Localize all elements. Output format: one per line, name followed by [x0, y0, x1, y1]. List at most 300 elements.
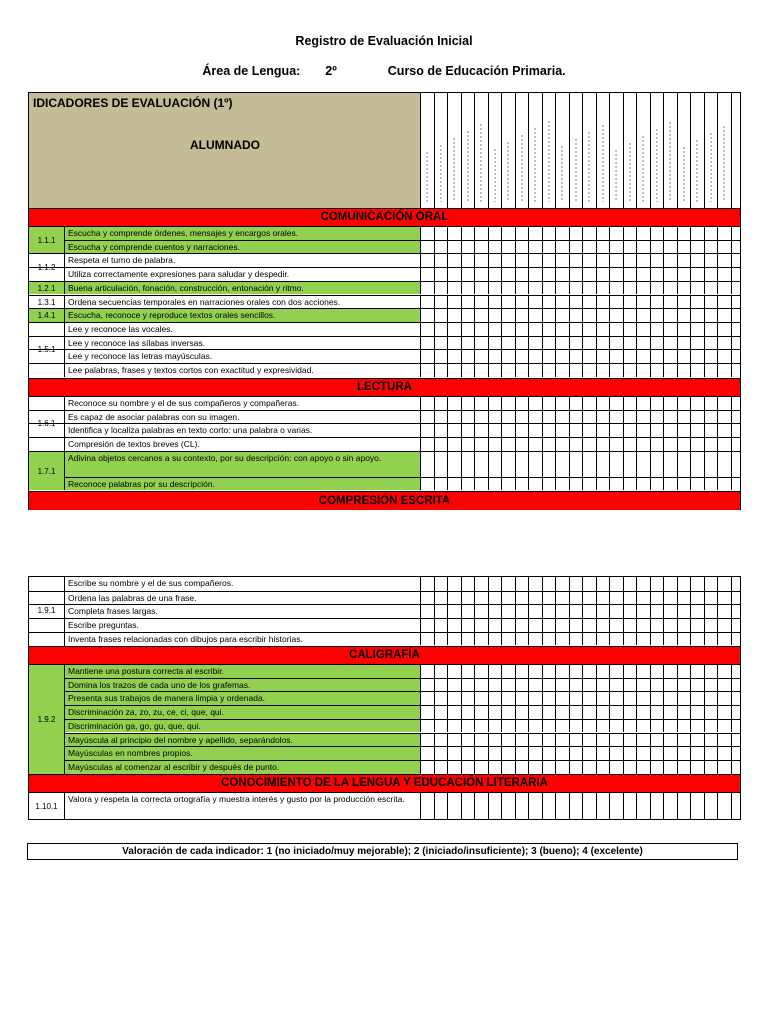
grade-cell[interactable]: [516, 337, 530, 350]
grade-cell[interactable]: [435, 424, 449, 437]
grade-cell[interactable]: [556, 337, 570, 350]
grade-cell[interactable]: [556, 254, 570, 267]
grade-cell[interactable]: [718, 364, 732, 377]
grade-cell[interactable]: [448, 734, 462, 747]
grade-cell[interactable]: [421, 720, 435, 733]
grade-cell[interactable]: [691, 323, 705, 336]
grade-cell[interactable]: [556, 665, 570, 678]
grade-cell[interactable]: [435, 706, 449, 719]
grade-cell[interactable]: [475, 337, 489, 350]
grade-cell[interactable]: [462, 478, 476, 491]
grade-cell[interactable]: [516, 364, 530, 377]
grade-cell[interactable]: [475, 747, 489, 760]
grade-cell[interactable]: [489, 761, 503, 774]
grade-cell[interactable]: [556, 227, 570, 240]
grade-cell[interactable]: [435, 268, 449, 281]
grade-cell[interactable]: [448, 296, 462, 309]
grade-cell[interactable]: [475, 577, 489, 591]
grade-cell[interactable]: [651, 605, 665, 618]
grade-cell[interactable]: [597, 323, 611, 336]
student-name-column[interactable]: [597, 93, 611, 208]
grade-cell[interactable]: [597, 452, 611, 477]
grade-cell[interactable]: [718, 323, 732, 336]
grade-cell[interactable]: [678, 577, 692, 591]
grade-cell[interactable]: [651, 692, 665, 705]
grade-cell[interactable]: [462, 452, 476, 477]
grade-cell[interactable]: [543, 282, 557, 295]
grade-cell[interactable]: [489, 438, 503, 451]
grade-cell[interactable]: [637, 323, 651, 336]
grade-cell[interactable]: [516, 679, 530, 692]
grade-cell[interactable]: [462, 747, 476, 760]
grade-cell[interactable]: [705, 424, 719, 437]
grade-cell[interactable]: [624, 747, 638, 760]
grade-cell[interactable]: [543, 452, 557, 477]
grade-cell[interactable]: [597, 227, 611, 240]
grade-cell[interactable]: [583, 478, 597, 491]
grade-cell[interactable]: [705, 350, 719, 363]
grade-cell[interactable]: [462, 254, 476, 267]
grade-cell[interactable]: [462, 296, 476, 309]
grade-cell[interactable]: [678, 241, 692, 254]
grade-cell[interactable]: [637, 605, 651, 618]
grade-cell[interactable]: [610, 734, 624, 747]
grade-cell[interactable]: [705, 227, 719, 240]
grade-cell[interactable]: [664, 747, 678, 760]
grade-cell[interactable]: [610, 577, 624, 591]
grade-cell[interactable]: [421, 227, 435, 240]
grade-cell[interactable]: [502, 411, 516, 424]
grade-cell[interactable]: [543, 793, 557, 819]
grade-cell[interactable]: [583, 254, 597, 267]
grade-cell[interactable]: [610, 337, 624, 350]
student-name-column[interactable]: [691, 93, 705, 208]
grade-cell[interactable]: [448, 241, 462, 254]
grade-cell[interactable]: [502, 734, 516, 747]
grade-cell[interactable]: [651, 793, 665, 819]
grade-cell[interactable]: [543, 605, 557, 618]
grade-cell[interactable]: [516, 241, 530, 254]
grade-cell[interactable]: [651, 679, 665, 692]
grade-cell[interactable]: [678, 424, 692, 437]
grade-cell[interactable]: [448, 692, 462, 705]
grade-cell[interactable]: [651, 577, 665, 591]
grade-cell[interactable]: [543, 254, 557, 267]
grade-cell[interactable]: [651, 720, 665, 733]
grade-cell[interactable]: [435, 337, 449, 350]
grade-cell[interactable]: [462, 424, 476, 437]
grade-cell[interactable]: [435, 397, 449, 410]
grade-cell[interactable]: [516, 720, 530, 733]
grade-cell[interactable]: [543, 679, 557, 692]
grade-cell[interactable]: [448, 761, 462, 774]
grade-cell[interactable]: [624, 227, 638, 240]
grade-cell[interactable]: [597, 665, 611, 678]
grade-cell[interactable]: [664, 452, 678, 477]
grade-cell[interactable]: [502, 761, 516, 774]
grade-cell[interactable]: [502, 241, 516, 254]
grade-cell[interactable]: [489, 706, 503, 719]
grade-cell[interactable]: [597, 761, 611, 774]
grade-cell[interactable]: [502, 282, 516, 295]
grade-cell[interactable]: [583, 337, 597, 350]
grade-cell[interactable]: [637, 268, 651, 281]
grade-cell[interactable]: [448, 350, 462, 363]
grade-cell[interactable]: [637, 720, 651, 733]
grade-cell[interactable]: [597, 747, 611, 760]
grade-cell[interactable]: [718, 350, 732, 363]
grade-cell[interactable]: [421, 364, 435, 377]
grade-cell[interactable]: [448, 411, 462, 424]
grade-cell[interactable]: [448, 679, 462, 692]
grade-cell[interactable]: [556, 478, 570, 491]
grade-cell[interactable]: [462, 619, 476, 632]
grade-cell[interactable]: [583, 692, 597, 705]
grade-cell[interactable]: [489, 619, 503, 632]
grade-cell[interactable]: [637, 411, 651, 424]
grade-cell[interactable]: [610, 227, 624, 240]
grade-cell[interactable]: [448, 478, 462, 491]
grade-cell[interactable]: [570, 350, 584, 363]
grade-cell[interactable]: [610, 592, 624, 605]
grade-cell[interactable]: [570, 282, 584, 295]
grade-cell[interactable]: [691, 619, 705, 632]
grade-cell[interactable]: [597, 364, 611, 377]
grade-cell[interactable]: [421, 424, 435, 437]
grade-cell[interactable]: [516, 309, 530, 322]
grade-cell[interactable]: [475, 665, 489, 678]
grade-cell[interactable]: [583, 665, 597, 678]
grade-cell[interactable]: [516, 478, 530, 491]
grade-cell[interactable]: [421, 679, 435, 692]
grade-cell[interactable]: [610, 605, 624, 618]
student-name-column[interactable]: [529, 93, 543, 208]
grade-cell[interactable]: [421, 241, 435, 254]
grade-cell[interactable]: [597, 397, 611, 410]
grade-cell[interactable]: [610, 282, 624, 295]
grade-cell[interactable]: [448, 592, 462, 605]
grade-cell[interactable]: [651, 633, 665, 646]
grade-cell[interactable]: [570, 633, 584, 646]
grade-cell[interactable]: [637, 424, 651, 437]
grade-cell[interactable]: [448, 605, 462, 618]
grade-cell[interactable]: [448, 793, 462, 819]
grade-cell[interactable]: [462, 665, 476, 678]
grade-cell[interactable]: [651, 665, 665, 678]
grade-cell[interactable]: [718, 282, 732, 295]
student-name-column[interactable]: [637, 93, 651, 208]
grade-cell[interactable]: [462, 438, 476, 451]
grade-cell[interactable]: [705, 747, 719, 760]
grade-cell[interactable]: [516, 424, 530, 437]
student-name-column[interactable]: [556, 93, 570, 208]
grade-cell[interactable]: [556, 323, 570, 336]
grade-cell[interactable]: [570, 679, 584, 692]
grade-cell[interactable]: [705, 619, 719, 632]
grade-cell[interactable]: [516, 633, 530, 646]
grade-cell[interactable]: [435, 478, 449, 491]
grade-cell[interactable]: [529, 282, 543, 295]
grade-cell[interactable]: [637, 452, 651, 477]
grade-cell[interactable]: [448, 452, 462, 477]
grade-cell[interactable]: [705, 309, 719, 322]
grade-cell[interactable]: [664, 720, 678, 733]
grade-cell[interactable]: [556, 734, 570, 747]
grade-cell[interactable]: [475, 692, 489, 705]
grade-cell[interactable]: [435, 350, 449, 363]
grade-cell[interactable]: [489, 411, 503, 424]
grade-cell[interactable]: [502, 665, 516, 678]
grade-cell[interactable]: [664, 633, 678, 646]
grade-cell[interactable]: [678, 364, 692, 377]
grade-cell[interactable]: [664, 438, 678, 451]
grade-cell[interactable]: [516, 296, 530, 309]
grade-cell[interactable]: [462, 411, 476, 424]
grade-cell[interactable]: [543, 268, 557, 281]
grade-cell[interactable]: [502, 337, 516, 350]
grade-cell[interactable]: [624, 323, 638, 336]
grade-cell[interactable]: [502, 254, 516, 267]
grade-cell[interactable]: [489, 633, 503, 646]
grade-cell[interactable]: [421, 282, 435, 295]
grade-cell[interactable]: [502, 364, 516, 377]
grade-cell[interactable]: [678, 478, 692, 491]
grade-cell[interactable]: [516, 665, 530, 678]
grade-cell[interactable]: [705, 268, 719, 281]
grade-cell[interactable]: [489, 350, 503, 363]
grade-cell[interactable]: [705, 577, 719, 591]
grade-cell[interactable]: [637, 679, 651, 692]
grade-cell[interactable]: [489, 734, 503, 747]
grade-cell[interactable]: [705, 633, 719, 646]
grade-cell[interactable]: [448, 268, 462, 281]
grade-cell[interactable]: [489, 577, 503, 591]
grade-cell[interactable]: [624, 397, 638, 410]
grade-cell[interactable]: [583, 793, 597, 819]
grade-cell[interactable]: [610, 323, 624, 336]
grade-cell[interactable]: [664, 411, 678, 424]
grade-cell[interactable]: [705, 478, 719, 491]
grade-cell[interactable]: [435, 633, 449, 646]
grade-cell[interactable]: [570, 478, 584, 491]
grade-cell[interactable]: [637, 592, 651, 605]
grade-cell[interactable]: [556, 268, 570, 281]
grade-cell[interactable]: [556, 592, 570, 605]
grade-cell[interactable]: [651, 268, 665, 281]
grade-cell[interactable]: [543, 411, 557, 424]
grade-cell[interactable]: [529, 619, 543, 632]
student-name-column[interactable]: [475, 93, 489, 208]
grade-cell[interactable]: [489, 282, 503, 295]
grade-cell[interactable]: [570, 397, 584, 410]
grade-cell[interactable]: [624, 411, 638, 424]
grade-cell[interactable]: [556, 438, 570, 451]
grade-cell[interactable]: [502, 619, 516, 632]
grade-cell[interactable]: [664, 424, 678, 437]
grade-cell[interactable]: [570, 793, 584, 819]
grade-cell[interactable]: [570, 337, 584, 350]
student-name-column[interactable]: [718, 93, 732, 208]
grade-cell[interactable]: [691, 350, 705, 363]
grade-cell[interactable]: [624, 424, 638, 437]
grade-cell[interactable]: [651, 592, 665, 605]
grade-cell[interactable]: [678, 282, 692, 295]
grade-cell[interactable]: [435, 364, 449, 377]
grade-cell[interactable]: [691, 438, 705, 451]
grade-cell[interactable]: [610, 309, 624, 322]
grade-cell[interactable]: [610, 665, 624, 678]
grade-cell[interactable]: [651, 364, 665, 377]
grade-cell[interactable]: [705, 793, 719, 819]
grade-cell[interactable]: [448, 337, 462, 350]
grade-cell[interactable]: [570, 734, 584, 747]
grade-cell[interactable]: [462, 577, 476, 591]
grade-cell[interactable]: [637, 364, 651, 377]
grade-cell[interactable]: [435, 241, 449, 254]
grade-cell[interactable]: [637, 619, 651, 632]
grade-cell[interactable]: [556, 577, 570, 591]
grade-cell[interactable]: [570, 706, 584, 719]
grade-cell[interactable]: [475, 241, 489, 254]
grade-cell[interactable]: [597, 734, 611, 747]
grade-cell[interactable]: [570, 665, 584, 678]
grade-cell[interactable]: [597, 282, 611, 295]
grade-cell[interactable]: [705, 282, 719, 295]
grade-cell[interactable]: [691, 227, 705, 240]
grade-cell[interactable]: [462, 633, 476, 646]
grade-cell[interactable]: [610, 268, 624, 281]
grade-cell[interactable]: [543, 364, 557, 377]
grade-cell[interactable]: [651, 309, 665, 322]
grade-cell[interactable]: [651, 350, 665, 363]
grade-cell[interactable]: [516, 577, 530, 591]
grade-cell[interactable]: [529, 592, 543, 605]
grade-cell[interactable]: [435, 592, 449, 605]
grade-cell[interactable]: [556, 397, 570, 410]
grade-cell[interactable]: [448, 309, 462, 322]
grade-cell[interactable]: [556, 411, 570, 424]
grade-cell[interactable]: [610, 478, 624, 491]
grade-cell[interactable]: [448, 424, 462, 437]
grade-cell[interactable]: [516, 747, 530, 760]
grade-cell[interactable]: [448, 438, 462, 451]
grade-cell[interactable]: [583, 720, 597, 733]
student-name-column[interactable]: [502, 93, 516, 208]
grade-cell[interactable]: [610, 793, 624, 819]
grade-cell[interactable]: [516, 452, 530, 477]
grade-cell[interactable]: [462, 323, 476, 336]
grade-cell[interactable]: [624, 605, 638, 618]
grade-cell[interactable]: [705, 665, 719, 678]
grade-cell[interactable]: [502, 577, 516, 591]
grade-cell[interactable]: [705, 592, 719, 605]
grade-cell[interactable]: [691, 241, 705, 254]
grade-cell[interactable]: [475, 268, 489, 281]
grade-cell[interactable]: [489, 452, 503, 477]
grade-cell[interactable]: [678, 452, 692, 477]
grade-cell[interactable]: [637, 337, 651, 350]
grade-cell[interactable]: [502, 323, 516, 336]
grade-cell[interactable]: [624, 619, 638, 632]
grade-cell[interactable]: [421, 665, 435, 678]
grade-cell[interactable]: [691, 478, 705, 491]
grade-cell[interactable]: [556, 309, 570, 322]
grade-cell[interactable]: [529, 254, 543, 267]
grade-cell[interactable]: [678, 633, 692, 646]
grade-cell[interactable]: [718, 605, 732, 618]
grade-cell[interactable]: [502, 227, 516, 240]
grade-cell[interactable]: [624, 364, 638, 377]
grade-cell[interactable]: [475, 706, 489, 719]
grade-cell[interactable]: [718, 296, 732, 309]
grade-cell[interactable]: [475, 296, 489, 309]
grade-cell[interactable]: [556, 619, 570, 632]
grade-cell[interactable]: [570, 692, 584, 705]
grade-cell[interactable]: [421, 619, 435, 632]
grade-cell[interactable]: [664, 309, 678, 322]
grade-cell[interactable]: [718, 633, 732, 646]
grade-cell[interactable]: [691, 692, 705, 705]
grade-cell[interactable]: [529, 241, 543, 254]
grade-cell[interactable]: [421, 411, 435, 424]
grade-cell[interactable]: [624, 282, 638, 295]
grade-cell[interactable]: [597, 706, 611, 719]
grade-cell[interactable]: [610, 679, 624, 692]
student-name-column[interactable]: [664, 93, 678, 208]
grade-cell[interactable]: [718, 309, 732, 322]
grade-cell[interactable]: [516, 323, 530, 336]
grade-cell[interactable]: [718, 720, 732, 733]
grade-cell[interactable]: [610, 619, 624, 632]
grade-cell[interactable]: [448, 720, 462, 733]
grade-cell[interactable]: [705, 706, 719, 719]
grade-cell[interactable]: [421, 296, 435, 309]
grade-cell[interactable]: [651, 761, 665, 774]
grade-cell[interactable]: [556, 706, 570, 719]
grade-cell[interactable]: [664, 619, 678, 632]
grade-cell[interactable]: [543, 424, 557, 437]
grade-cell[interactable]: [597, 619, 611, 632]
grade-cell[interactable]: [691, 424, 705, 437]
grade-cell[interactable]: [421, 350, 435, 363]
grade-cell[interactable]: [570, 309, 584, 322]
grade-cell[interactable]: [543, 633, 557, 646]
grade-cell[interactable]: [637, 309, 651, 322]
grade-cell[interactable]: [664, 605, 678, 618]
grade-cell[interactable]: [597, 592, 611, 605]
grade-cell[interactable]: [705, 364, 719, 377]
grade-cell[interactable]: [583, 227, 597, 240]
grade-cell[interactable]: [597, 605, 611, 618]
grade-cell[interactable]: [583, 577, 597, 591]
grade-cell[interactable]: [489, 227, 503, 240]
grade-cell[interactable]: [651, 397, 665, 410]
grade-cell[interactable]: [691, 268, 705, 281]
grade-cell[interactable]: [651, 241, 665, 254]
grade-cell[interactable]: [462, 397, 476, 410]
grade-cell[interactable]: [610, 720, 624, 733]
grade-cell[interactable]: [448, 665, 462, 678]
grade-cell[interactable]: [624, 337, 638, 350]
grade-cell[interactable]: [543, 747, 557, 760]
grade-cell[interactable]: [489, 268, 503, 281]
grade-cell[interactable]: [624, 478, 638, 491]
grade-cell[interactable]: [421, 592, 435, 605]
grade-cell[interactable]: [475, 478, 489, 491]
grade-cell[interactable]: [516, 793, 530, 819]
grade-cell[interactable]: [664, 665, 678, 678]
grade-cell[interactable]: [651, 747, 665, 760]
